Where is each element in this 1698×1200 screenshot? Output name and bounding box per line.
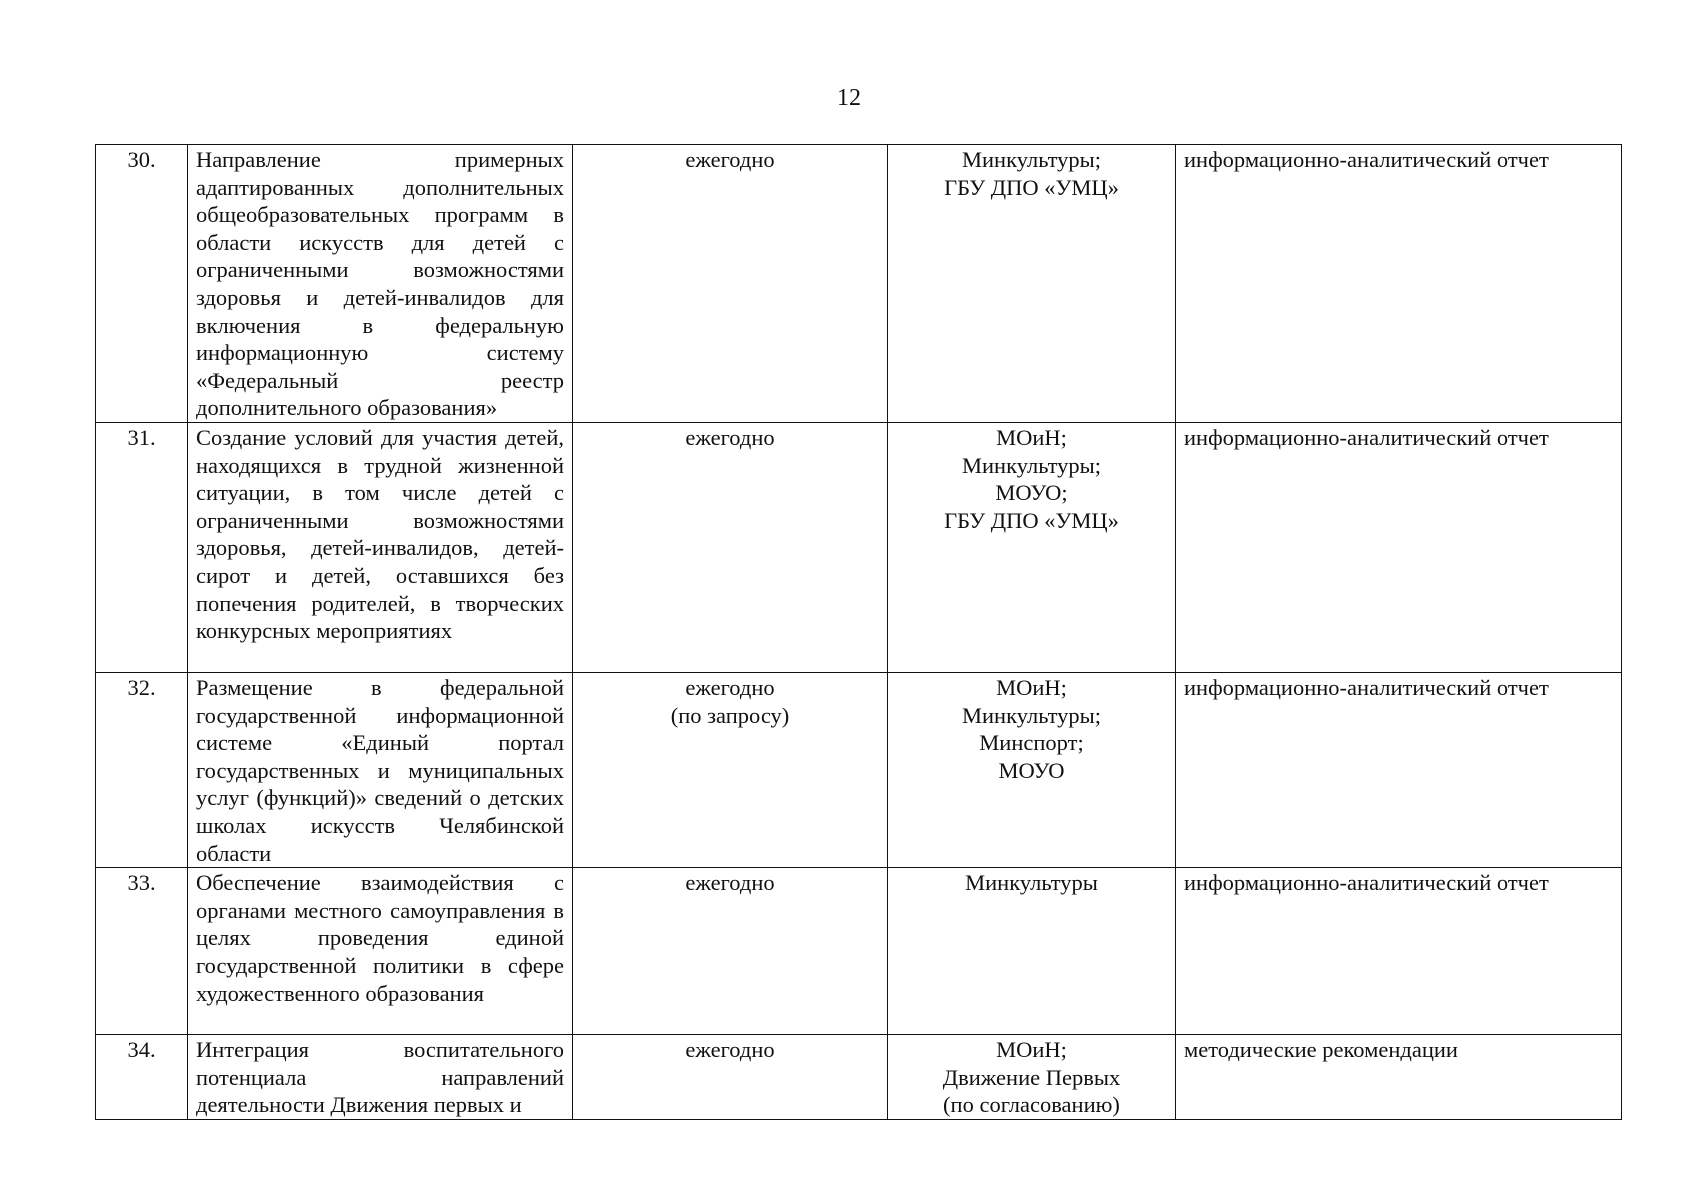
executor: МОиН; <box>996 425 1067 450</box>
term-line: ежегодно <box>685 147 775 172</box>
executors-cell <box>888 1035 1176 1120</box>
term-line: ежегодно <box>685 1037 775 1063</box>
executor: Минспорт; <box>979 730 1084 756</box>
executor: Минкультуры; <box>962 452 1101 478</box>
executors-cell <box>888 673 1176 868</box>
row-number: 34. <box>96 1035 188 1120</box>
event-description: Интеграция воспитательного потенциала направлений деятельности Движения первых и <box>188 1035 573 1120</box>
event-description: Направление примерных адаптированных дополнительных общеобразовательных программ в области искусств для детей с ограниченными возможностями здоровья и детей-инвалидов для включения в федеральную информационную систему «Федеральный реестр дополнительного образования» <box>188 145 573 423</box>
executor: Минкультуры; <box>962 702 1101 728</box>
executors-cell <box>888 868 1176 1035</box>
table-row <box>96 1035 1622 1120</box>
term-cell <box>573 145 888 423</box>
executor: ГБУ ДПО «УМЦ» <box>944 507 1119 533</box>
executor: МОУО; <box>995 480 1068 506</box>
term-line: ежегодно <box>685 870 775 896</box>
executors-cell <box>888 423 1176 673</box>
plan-table <box>95 144 1622 1120</box>
row-number: 33. <box>96 868 188 1035</box>
result-cell: информационно-аналитический отчет <box>1176 145 1622 423</box>
row-number: 32. <box>96 673 188 868</box>
executor: Движение Первых <box>942 1064 1121 1090</box>
executor: МОиН; <box>996 1037 1067 1063</box>
table-row <box>96 145 1622 423</box>
term-cell <box>573 423 888 673</box>
result-cell: информационно-аналитический отчет <box>1176 673 1622 868</box>
executor: Минкультуры; <box>962 147 1101 172</box>
executor: Минкультуры <box>965 870 1098 896</box>
executors-cell <box>888 145 1176 423</box>
executor: МОиН; <box>996 675 1067 700</box>
term-cell <box>573 868 888 1035</box>
event-description: Создание условий для участия детей, находящихся в трудной жизненной ситуации, в том числе детей с ограниченными возможностями здоровья, детей-инвалидов, детей-сирот и детей, оставшихся без попечения родителей, в творческих конкурсных мероприятиях <box>188 423 573 673</box>
table-row <box>96 673 1622 868</box>
term-line: (по запросу) <box>670 702 790 728</box>
row-number: 30. <box>96 145 188 423</box>
table-row <box>96 423 1622 673</box>
event-description: Размещение в федеральной государственной информационной системе «Единый портал государственных и муниципальных услуг (функций)» сведений о детских школах искусств Челябинской области <box>188 673 573 868</box>
executor: МОУО <box>998 757 1065 783</box>
executor: (по согласованию) <box>943 1092 1120 1118</box>
page-number: 12 <box>837 85 861 111</box>
term-cell <box>573 673 888 868</box>
row-number: 31. <box>96 423 188 673</box>
event-description: Обеспечение взаимодействия с органами местного самоуправления в целях проведения единой государственной политики в сфере художественного образования <box>188 868 573 1035</box>
term-cell <box>573 1035 888 1120</box>
result-cell: методические рекомендации <box>1176 1035 1622 1120</box>
result-cell: информационно-аналитический отчет <box>1176 423 1622 673</box>
term-line: ежегодно <box>685 425 775 450</box>
table-row <box>96 868 1622 1035</box>
result-cell: информационно-аналитический отчет <box>1176 868 1622 1035</box>
executor: ГБУ ДПО «УМЦ» <box>944 174 1119 200</box>
term-line: ежегодно <box>685 675 775 700</box>
